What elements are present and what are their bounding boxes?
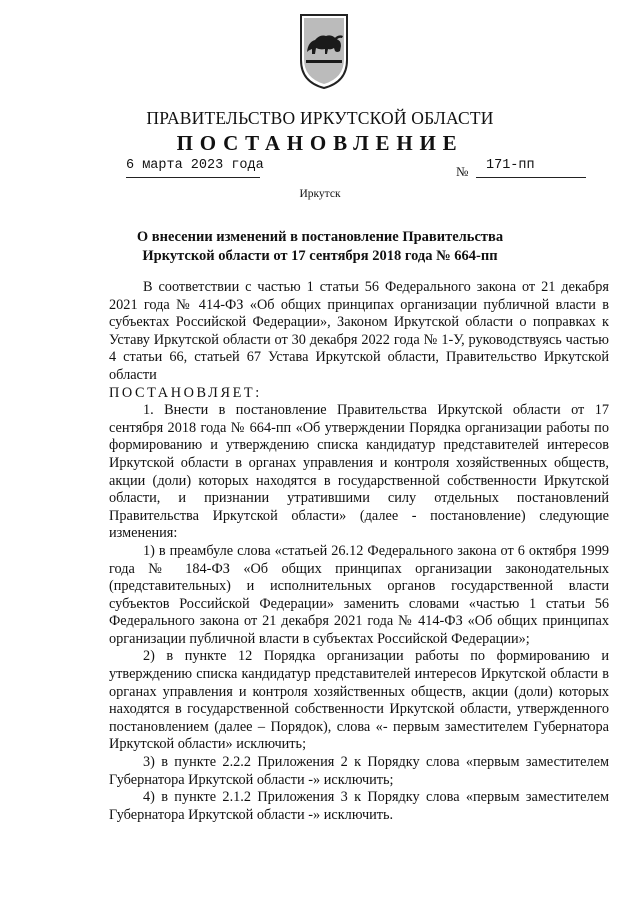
- document-date: 6 марта 2023 года: [126, 158, 264, 173]
- subitem-1-paragraph: 1) в преамбуле слова «статьей 26.12 Федерального закона от 6 октября 1999 года № 184-ФЗ «Об общих принципах организации законодательных (представительных) и исполнительных органов государственной власти субъектов Российской Федерации» заменить словами «частью 1 статьи 56 Федерального закона от 21 декабря 2021 года № 414-ФЗ «Об общих принципах организации публичной власти в субъектах Российской Федерации»;: [109, 542, 609, 647]
- date-underline: [126, 177, 260, 178]
- item-1-paragraph: 1. Внести в постановление Правительства Иркутской области от 17 сентября 2018 года № 664-пп «Об утверждении Порядка организации работы по формированию и утверждению списка кандидатур представителей интересов Иркутской области в органах управления и контроля хозяйственных обществ, акции (доли) которых находятся в государственной собственности Иркутской области, и признании утратившими силу отдельных постановлений Правительства Иркутской области» (далее - постановление) следующие изменения:: [109, 402, 609, 542]
- document-number: 171-пп: [486, 158, 535, 173]
- irkutsk-coat-of-arms-icon: [298, 12, 350, 90]
- subject-line-1: О внесении изменений в постановление Правительства: [136, 229, 504, 245]
- document-type-title: ПОСТАНОВЛЕНИЕ: [176, 131, 464, 155]
- subject-line-2: Иркутской области от 17 сентября 2018 года № 664-пп: [142, 248, 498, 264]
- city: Иркутск: [299, 188, 341, 200]
- subitem-4-paragraph: 4) в пункте 2.1.2 Приложения 3 к Порядку слова «первым заместителем Губернатора Иркутской области -» исключить.: [109, 789, 609, 823]
- number-sign: №: [456, 164, 469, 179]
- document-body: [109, 279, 609, 824]
- preamble-paragraph: В соответствии с частью 1 статьи 56 Федерального закона от 21 декабря 2021 года № 414-ФЗ «Об общих принципах организации публичной власти в субъектах Российской Федерации», Законом Иркутской области о поправках к Уставу Иркутской области от 30 декабря 2022 года № 1-У, руководствуясь частью 4 статьи 66, статьей 67 Устава Иркутской области, Правительство Иркутской области: [109, 279, 609, 383]
- document-subject: [120, 228, 520, 266]
- subitem-3-paragraph: 3) в пункте 2.2.2 Приложения 2 к Порядку слова «первым заместителем Губернатора Иркутской области -» исключить;: [109, 754, 609, 788]
- government-title: ПРАВИТЕЛЬСТВО ИРКУТСКОЙ ОБЛАСТИ: [146, 108, 494, 128]
- subitem-2-paragraph: 2) в пункте 12 Порядка организации работы по формированию и утверждению списка кандидатур представителей интересов Иркутской области в органах управления и контроля хозяйственных обществ, акции (доли) которых находятся в государственной собственности Иркутской области, утвержденного постановлением (далее – Порядок), слова «- первым заместителем Губернатора Иркутской области» исключить;: [109, 648, 609, 753]
- number-underline: [476, 177, 586, 178]
- decree-word: ПОСТАНОВЛЯЕТ:: [109, 384, 262, 401]
